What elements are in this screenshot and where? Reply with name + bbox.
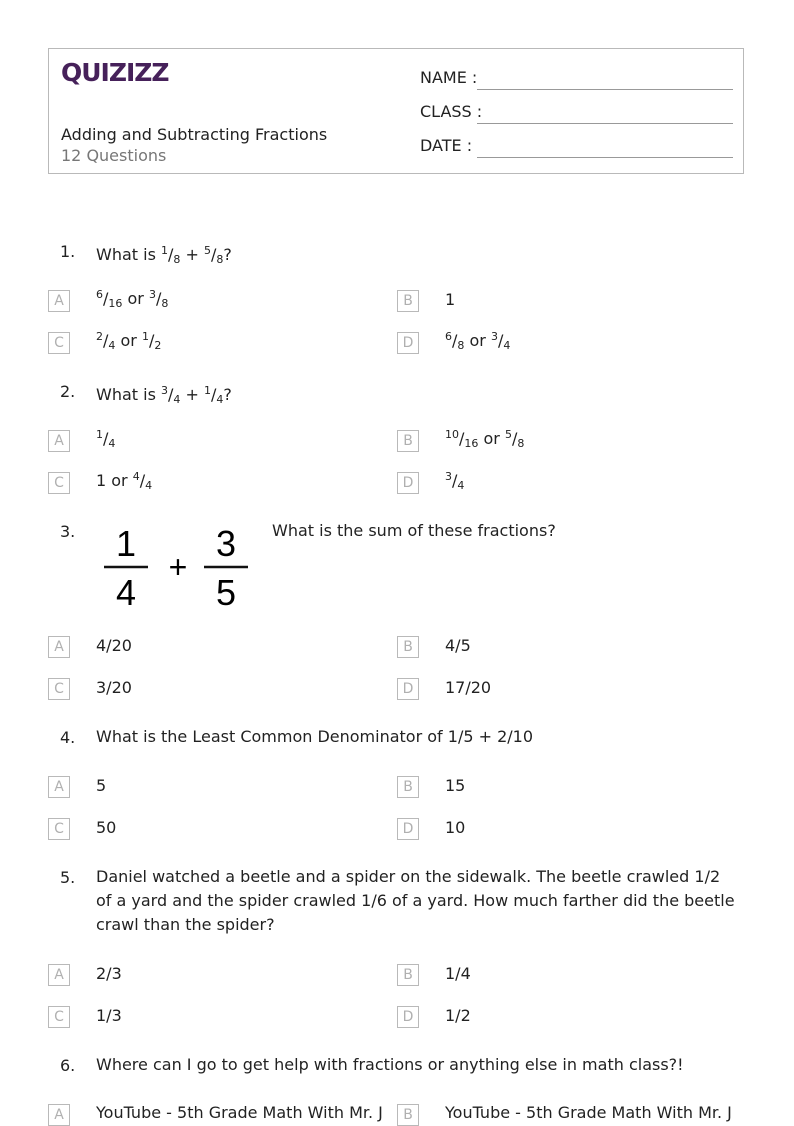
option-c-box[interactable]: C (48, 678, 70, 700)
option-a-box[interactable]: A (48, 290, 70, 312)
option-c-text: 1 or $^4/_4$ (96, 470, 153, 492)
option-b-box[interactable]: B (397, 430, 419, 452)
option-c-box[interactable]: C (48, 472, 70, 494)
option-a-text: 4/20 (96, 636, 132, 655)
option-a-box[interactable]: A (48, 776, 70, 798)
option-d-text: 17/20 (445, 678, 492, 697)
option-c-box[interactable]: C (48, 818, 70, 840)
option-a-text: $^6/_{16}$ or $^3/_8$ (96, 288, 169, 310)
option-c-text: 50 (96, 818, 117, 837)
option-d-text: 1/2 (445, 1006, 471, 1025)
option-d-box[interactable]: D (397, 332, 419, 354)
class-label: CLASS : (420, 102, 483, 121)
question-text: What is the Least Common Denominator of 1/5 + 2/10 (96, 727, 534, 746)
option-a-text: YouTube - 5th Grade Math With Mr. J (96, 1103, 383, 1122)
option-b-box[interactable]: B (397, 776, 419, 798)
option-c-box[interactable]: C (48, 332, 70, 354)
denominator-1: 4 (115, 572, 137, 612)
option-d-box[interactable]: D (397, 818, 419, 840)
plus-sign: + (168, 549, 188, 585)
option-d-box[interactable]: D (397, 678, 419, 700)
option-c-box[interactable]: C (48, 1006, 70, 1028)
quizizz-logo: QUIZIZZ (61, 58, 169, 87)
option-c-text: 3/20 (96, 678, 132, 697)
question-text: What is $^3/_4 + ^1/_4$? (96, 384, 232, 406)
class-line[interactable] (477, 123, 733, 124)
option-a-text: 2/3 (96, 964, 122, 983)
option-b-box[interactable]: B (397, 636, 419, 658)
option-a-text: 5 (96, 776, 107, 795)
question-number: 2. (60, 382, 76, 401)
option-a-box[interactable]: A (48, 430, 70, 452)
option-a-text: $^1/_4$ (96, 428, 116, 450)
numerator-1: 1 (115, 523, 137, 564)
option-c-text: $^2/_4$ or $^1/_2$ (96, 330, 162, 352)
denominator-2: 5 (215, 572, 237, 612)
question-number: 4. (60, 728, 76, 747)
name-label: NAME : (420, 68, 478, 87)
option-b-box[interactable]: B (397, 1104, 419, 1126)
question-text: Daniel watched a beetle and a spider on the sidewalk. The beetle crawled 1/2 of a yard and the spider crawled 1/6 of a yard. How much farther did the beetle crawl than the spider? (96, 867, 735, 934)
option-b-text: YouTube - 5th Grade Math With Mr. J (445, 1103, 732, 1122)
option-b-box[interactable]: B (397, 964, 419, 986)
question-number: 5. (60, 868, 76, 887)
question-number: 3. (60, 522, 76, 541)
option-b-text: 1 (445, 290, 456, 309)
option-d-text: $^3/_4$ (445, 470, 465, 492)
date-label: DATE : (420, 136, 473, 155)
question-text: What is the sum of these fractions? (272, 521, 556, 540)
option-c-text: 1/3 (96, 1006, 122, 1025)
question-number: 1. (60, 242, 76, 261)
option-b-text: 4/5 (445, 636, 471, 655)
option-a-box[interactable]: A (48, 964, 70, 986)
fraction-sum-image (96, 520, 256, 612)
option-d-box[interactable]: D (397, 472, 419, 494)
option-b-text: 1/4 (445, 964, 471, 983)
option-b-box[interactable]: B (397, 290, 419, 312)
question-text: Where can I go to get help with fractions or anything else in math class?! (96, 1055, 684, 1074)
option-a-box[interactable]: A (48, 636, 70, 658)
option-b-text: 15 (445, 776, 466, 795)
name-line[interactable] (477, 89, 733, 90)
question-text: What is $^1/_8 + ^5/_8$? (96, 244, 232, 266)
numerator-2: 3 (215, 523, 237, 564)
question-number: 6. (60, 1056, 76, 1075)
worksheet-title: Adding and Subtracting Fractions (61, 125, 328, 144)
option-a-box[interactable]: A (48, 1104, 70, 1126)
option-b-text: $^{10}/_{16}$ or $^5/_8$ (445, 428, 525, 450)
question-count: 12 Questions (61, 146, 167, 165)
option-d-box[interactable]: D (397, 1006, 419, 1028)
date-line[interactable] (477, 157, 733, 158)
option-d-text: $^6/_8$ or $^3/_4$ (445, 330, 511, 352)
option-d-text: 10 (445, 818, 466, 837)
